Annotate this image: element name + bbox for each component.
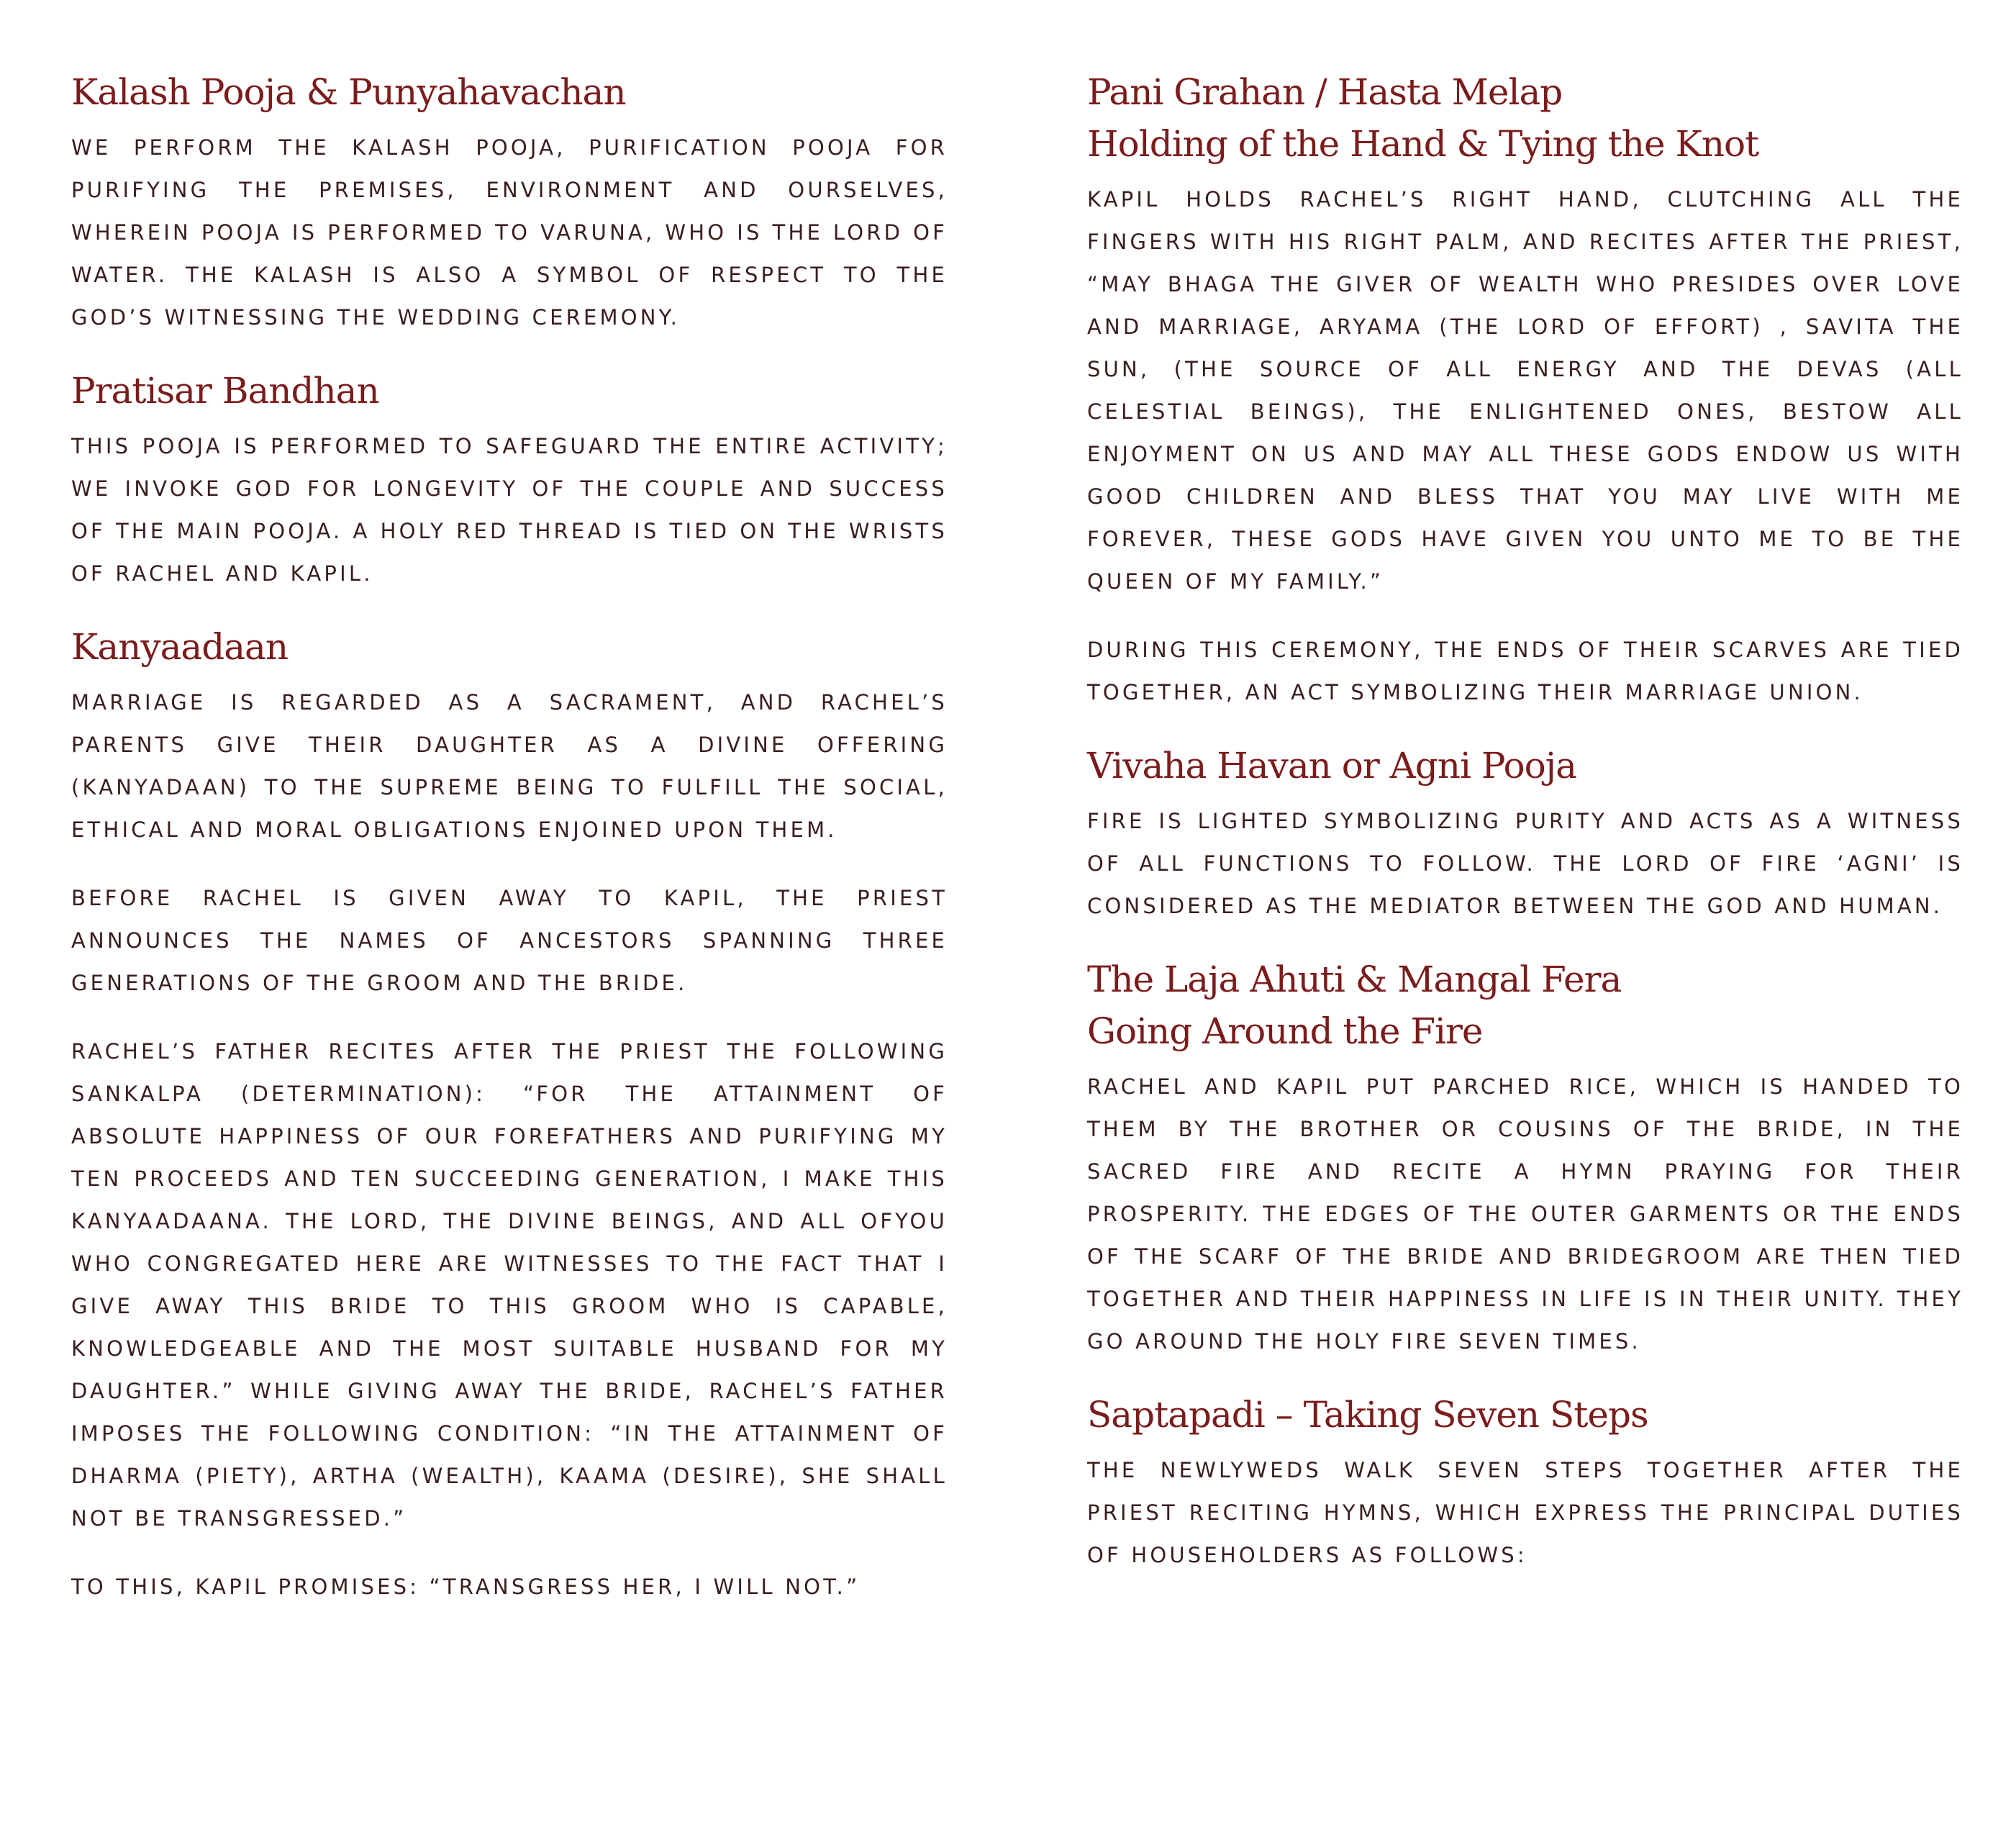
heading-vivaha-havan: Vivaha Havan or Agni Pooja <box>1087 745 1576 787</box>
paragraph-kanyaadaan-2: BEFORE RACHEL IS GIVEN AWAY TO KAPIL, THE PRIEST ANNOUNCES THE NAMES OF ANCESTORS SPANNING THREE GENERATIONS OF THE GROOM AND THE BRIDE. <box>71 886 948 995</box>
paragraph-kanyaadaan-4: TO THIS, KAPIL PROMISES: “TRANSGRESS HER, I WILL NOT.” <box>71 1575 861 1599</box>
heading-saptapadi: Saptapadi – Taking Seven Steps <box>1087 1394 1648 1436</box>
paragraph-vivaha-havan: FIRE IS LIGHTED SYMBOLIZING PURITY AND ACTS AS A WITNESS OF ALL FUNCTIONS TO FOLLOW. THE LORD OF FIRE ‘AGNI’ IS CONSIDERED AS THE MEDIATOR BETWEEN THE GOD AND HUMAN. <box>1087 809 1963 918</box>
heading-pani-grahan <box>1087 66 1963 170</box>
heading-pani-grahan-line1: Pani Grahan / Hasta Melap <box>1087 71 1563 113</box>
heading-kanyaadaan: Kanyaadaan <box>71 626 289 668</box>
section-kanyaadaan <box>71 621 948 1608</box>
paragraph-pratisar-bandhan: THIS POOJA IS PERFORMED TO SAFEGUARD THE ENTIRE ACTIVITY; WE INVOKE GOD FOR LONGEVITY OF THE COUPLE AND SUCCESS OF THE MAIN POOJA. A HOLY RED THREAD IS TIED ON THE WRISTS OF RACHEL AND KAPIL. <box>71 434 948 586</box>
paragraph-pani-grahan-1: KAPIL HOLDS RACHEL’S RIGHT HAND, CLUTCHING ALL THE FINGERS WITH HIS RIGHT PALM, AND RECITES AFTER THE PRIEST, “MAY BHAGA THE GIVER OF WEALTH WHO PRESIDES OVER LOVE AND MARRIAGE, ARYAMA (THE LORD OF EFFORT) , SAVITA THE SUN, (THE SOURCE OF ALL ENERGY AND THE DEVAS (ALL CELESTIAL BEINGS), THE ENLIGHTENED ONES, BESTOW ALL ENJOYMENT ON US AND MAY ALL THESE GODS ENDOW US WITH GOOD CHILDREN AND BLESS THAT YOU MAY LIVE WITH ME FOREVER, THESE GODS HAVE GIVEN YOU UNTO ME TO BE THE QUEEN OF MY FAMILY.” <box>1087 187 1963 594</box>
section-kalash-pooja <box>71 66 948 339</box>
section-laja-ahuti <box>1087 953 1963 1363</box>
paragraph-laja-ahuti: RACHEL AND KAPIL PUT PARCHED RICE, WHICH IS HANDED TO THEM BY THE BROTHER OR COUSINS OF THE BRIDE, IN THE SACRED FIRE AND RECITE A HYMN PRAYING FOR THEIR PROSPERITY. THE EDGES OF THE OUTER GARMENTS OR THE ENDS OF THE SCARF OF THE BRIDE AND BRIDEGROOM ARE THEN TIED TOGETHER AND THEIR HAPPINESS IN LIFE IS IN THEIR UNITY. THEY GO AROUND THE HOLY FIRE SEVEN TIMES. <box>1087 1074 1963 1354</box>
heading-pani-grahan-line2: Holding of the Hand & Tying the Knot <box>1087 123 1759 165</box>
section-pani-grahan <box>1087 66 1963 714</box>
right-column <box>1087 66 1963 1603</box>
paragraph-kanyaadaan-1: MARRIAGE IS REGARDED AS A SACRAMENT, AND RACHEL’S PARENTS GIVE THEIR DAUGHTER AS A DIVINE OFFERING (KANYADAAN) TO THE SUPREME BEING TO FULFILL THE SOCIAL, ETHICAL AND MORAL OBLIGATIONS ENJOINED UPON THEM. <box>71 690 948 842</box>
heading-laja-ahuti <box>1087 953 1963 1057</box>
heading-laja-ahuti-line2: Going Around the Fire <box>1087 1010 1483 1052</box>
section-vivaha-havan <box>1087 740 1963 928</box>
heading-kalash-pooja: Kalash Pooja & Punyahavachan <box>71 71 626 113</box>
section-pratisar-bandhan <box>71 365 948 595</box>
section-saptapadi <box>1087 1389 1963 1577</box>
left-column <box>71 66 948 1634</box>
heading-laja-ahuti-line1: The Laja Ahuti & Mangal Fera <box>1087 959 1622 1000</box>
heading-pratisar-bandhan: Pratisar Bandhan <box>71 370 379 412</box>
paragraph-pani-grahan-2: DURING THIS CEREMONY, THE ENDS OF THEIR SCARVES ARE TIED TOGETHER, AN ACT SYMBOLIZING THEIR MARRIAGE UNION. <box>1087 638 1963 704</box>
paragraph-kalash-pooja: WE PERFORM THE KALASH POOJA, PURIFICATION POOJA FOR PURIFYING THE PREMISES, ENVIRONMENT AND OURSELVES, WHEREIN POOJA IS PERFORMED TO VARUNA, WHO IS THE LORD OF WATER. THE KALASH IS ALSO A SYMBOL OF RESPECT TO THE GOD’S WITNESSING THE WEDDING CEREMONY. <box>71 135 948 330</box>
paragraph-saptapadi: THE NEWLYWEDS WALK SEVEN STEPS TOGETHER AFTER THE PRIEST RECITING HYMNS, WHICH EXPRESS THE PRINCIPAL DUTIES OF HOUSEHOLDERS AS FOLLOWS: <box>1087 1458 1963 1567</box>
paragraph-kanyaadaan-3: RACHEL’S FATHER RECITES AFTER THE PRIEST THE FOLLOWING SANKALPA (DETERMINATION): “FOR THE ATTAINMENT OF ABSOLUTE HAPPINESS OF OUR FOREFATHERS AND PURIFYING MY TEN PROCEEDS AND TEN SUCCEEDING GENERATION, I MAKE THIS KANYAADAANA. THE LORD, THE DIVINE BEINGS, AND ALL OFYOU WHO CONGREGATED HERE ARE WITNESSES TO THE FACT THAT I GIVE AWAY THIS BRIDE TO THIS GROOM WHO IS CAPABLE, KNOWLEDGEABLE AND THE MOST SUITABLE HUSBAND FOR MY DAUGHTER.” WHILE GIVING AWAY THE BRIDE, RACHEL’S FATHER IMPOSES THE FOLLOWING CONDITION: “IN THE ATTAINMENT OF DHARMA (PIETY), ARTHA (WEALTH), KAAMA (DESIRE), SHE SHALL NOT BE TRANSGRESSED.” <box>71 1039 948 1531</box>
